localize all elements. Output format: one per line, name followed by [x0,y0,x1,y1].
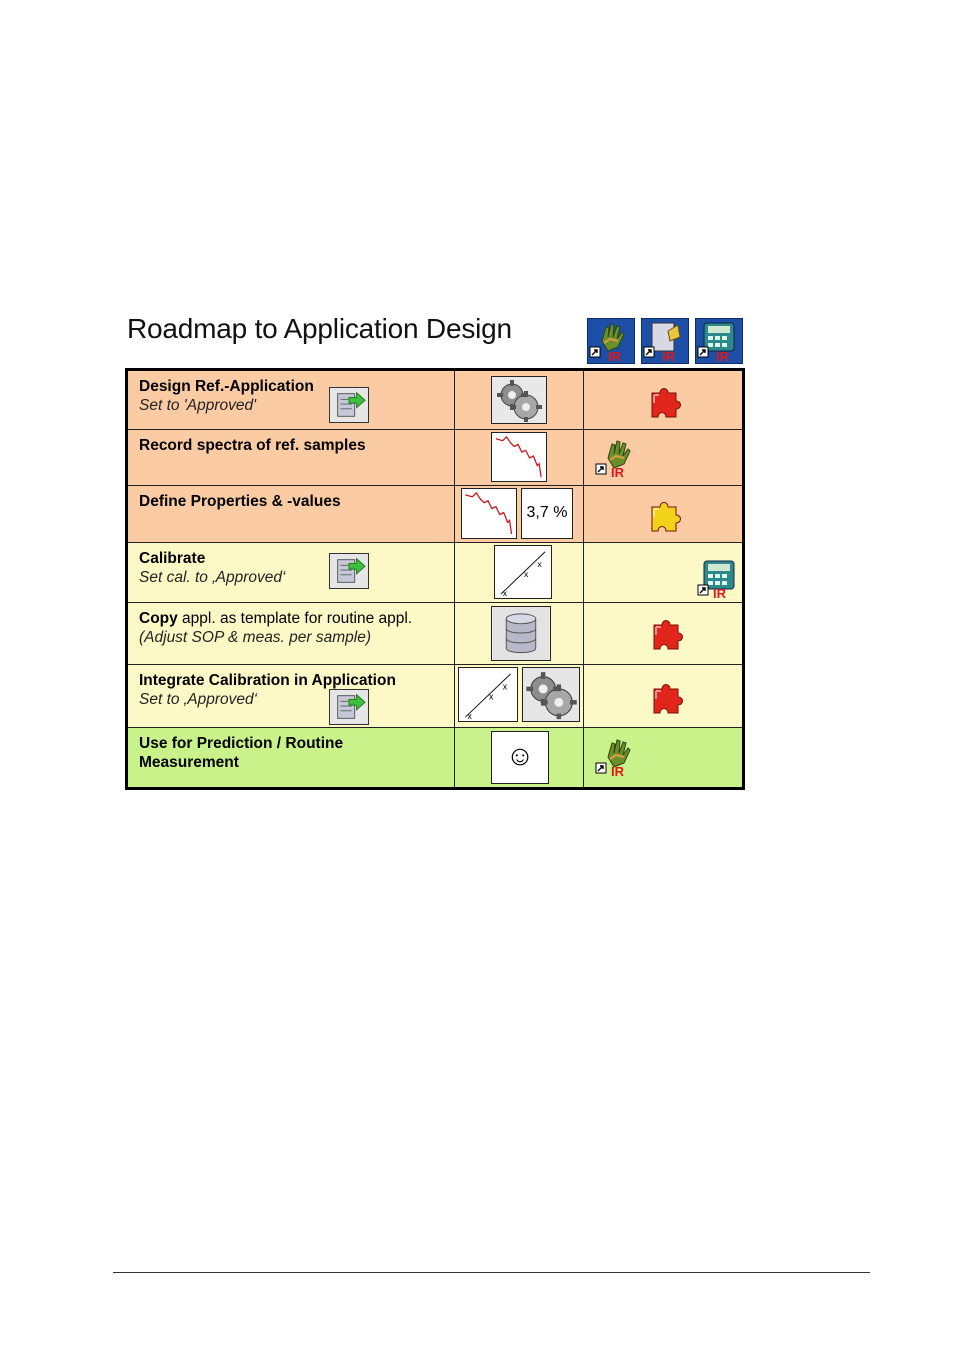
nir-hand-icon[interactable] [587,318,635,364]
smiley-glyph: ☺ [505,740,535,771]
property-value: 3,7 % [526,504,568,521]
calibration-plot-icon[interactable] [494,545,552,599]
step-title [139,609,412,628]
step-cell [128,486,455,542]
nir-calculator-icon[interactable] [696,557,740,599]
module-cell [584,665,742,727]
nir-hand-icon[interactable] [594,735,638,777]
step-title: Calibrate [139,550,206,567]
spectrum-icon[interactable] [461,488,517,539]
table-row [128,602,742,664]
step-title-line1: Use for Prediction / Routine [139,735,344,752]
table-row [128,371,742,429]
nir-hand-icon[interactable] [594,436,638,478]
step-cell [128,665,455,727]
approve-button[interactable] [329,553,369,589]
nir-document-icon[interactable] [641,318,689,364]
tool-cell [455,371,584,429]
ir-label: IR [611,764,624,777]
step-title: Integrate Calibration in Application [139,672,396,689]
table-row [128,542,742,602]
roadmap-table [125,368,745,790]
tool-cell [455,728,584,787]
tool-cell [455,603,584,664]
spectrum-icon[interactable] [491,432,547,482]
ir-label: IR [608,349,621,364]
ir-label: IR [716,349,729,364]
step-subtitle: Set to 'Approved' [139,397,257,414]
page-title: Roadmap to Application Design [127,313,512,344]
step-title-line2: Measurement [139,754,239,771]
tool-cell [455,543,584,602]
red-puzzle-icon[interactable] [648,615,688,651]
red-puzzle-icon[interactable] [646,383,686,419]
step-subtitle: Set to ‚Approved‘ [139,691,258,708]
ir-label: IR [713,586,726,599]
module-cell [584,371,742,429]
top-toolbar [587,318,743,364]
red-puzzle-icon[interactable] [648,679,688,715]
approve-button[interactable] [329,387,369,423]
step-subtitle: Set cal. to ‚Approved‘ [139,569,286,586]
step-subtitle: (Adjust SOP & meas. per sample) [139,629,372,646]
step-cell [128,430,455,485]
smiley-icon[interactable] [491,731,549,784]
module-cell [584,603,742,664]
property-value-box[interactable] [521,488,573,539]
step-cell [128,603,455,664]
step-title: Design Ref.-Application [139,378,314,395]
tool-cell [455,486,584,542]
step-title: Record spectra of ref. samples [139,437,366,454]
step-title-rest: appl. as template for routine appl. [177,610,413,627]
tool-cell [455,665,584,727]
module-cell [584,486,742,542]
step-cell [128,728,455,787]
tool-cell [455,430,584,485]
step-title [139,734,343,772]
database-icon[interactable] [491,606,551,661]
ir-label: IR [662,349,675,364]
table-row [128,429,742,485]
module-cell [584,728,742,787]
footer-divider [113,1272,870,1273]
gears-icon[interactable] [522,667,580,722]
table-row [128,485,742,542]
step-title-bold: Copy [139,610,178,627]
step-cell [128,543,455,602]
approve-button[interactable] [329,689,369,725]
yellow-puzzle-icon[interactable] [646,497,686,533]
ir-label: IR [611,465,624,478]
calibration-plot-icon[interactable] [458,667,518,722]
table-row [128,727,742,787]
nir-calculator-icon[interactable] [695,318,743,364]
step-title: Define Properties & -values [139,493,341,510]
module-cell [584,543,742,602]
step-cell [128,371,455,429]
table-row [128,664,742,727]
gears-icon[interactable] [491,376,547,424]
module-cell [584,430,742,485]
